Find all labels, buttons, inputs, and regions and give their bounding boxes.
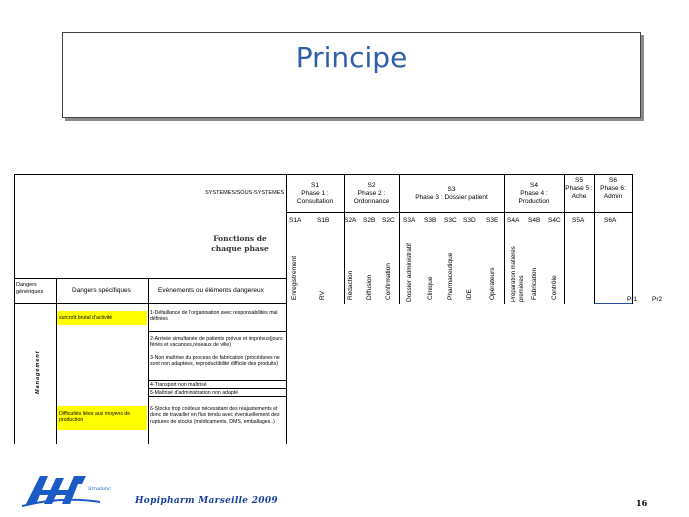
phase-s5-code: S5 bbox=[575, 177, 583, 184]
phase-s1-code: S1 bbox=[311, 182, 319, 189]
subfn-confirmation: Confirmation bbox=[385, 263, 392, 300]
risk-table bbox=[14, 174, 674, 444]
subfn-pharmaceutique: Pharmaceutique bbox=[447, 252, 454, 300]
phase-s6-label: Phase 6: Admin bbox=[600, 185, 626, 200]
event-4: 4-Transport non maîtrisé bbox=[150, 382, 207, 388]
phase-sep-1 bbox=[344, 174, 345, 304]
subcode-s3d: S3D bbox=[463, 217, 476, 224]
header-row-bottom bbox=[14, 303, 286, 304]
subcode-s1a: S1A bbox=[289, 217, 302, 224]
event-1: 1-Défaillance de l'organisation avec responsabilités mal définies bbox=[150, 310, 278, 323]
subcode-s4b: S4B bbox=[528, 217, 541, 224]
phase-s5-label: Phase 5 : Ache bbox=[565, 185, 593, 200]
phase-sep-5 bbox=[594, 174, 595, 304]
subcode-s1b: S1B bbox=[317, 217, 330, 224]
subfn-fabrication: Fabrication bbox=[531, 267, 538, 300]
title-box bbox=[62, 32, 641, 118]
subcode-s2c: S2C bbox=[382, 217, 395, 224]
functions-label: Fonctions de chaque phase bbox=[211, 234, 269, 253]
event-5: 5-Maîtrisé d'administration non adapté bbox=[150, 390, 239, 396]
event-row-1-bottom bbox=[148, 331, 286, 332]
phase-s6-code: S6 bbox=[609, 177, 617, 184]
header-bottom-left bbox=[14, 278, 286, 279]
subfn-operateurs: Opérateurs bbox=[489, 267, 496, 300]
col-dangers-specifiques: Dangers spécifiques bbox=[72, 287, 131, 294]
col-pr1: Pr1 bbox=[627, 296, 638, 303]
phase-s1-label: Phase 1 : Consultation bbox=[296, 190, 334, 205]
subcode-s3b: S3B bbox=[424, 217, 437, 224]
category-management: Management bbox=[35, 350, 41, 394]
col-sep-3 bbox=[286, 174, 287, 444]
logo-graphic bbox=[22, 466, 132, 510]
event-6: 6-Stocks trop coûteux nécessitant des réajustements et donc de travailler en flux tendu avec éventuellement des ruptures de stocks (médicaments, DMS, emballages..) bbox=[150, 406, 280, 425]
col-sep-2 bbox=[148, 278, 149, 444]
subcode-s2a: S2A bbox=[344, 217, 357, 224]
hopipharm-logo bbox=[22, 466, 132, 515]
subfn-ide: IDE bbox=[466, 289, 473, 300]
danger-1: surcroît brutal d'activité bbox=[59, 315, 113, 321]
footer-event-name: Hopipharm Marseille 2009 bbox=[135, 496, 278, 506]
systems-label: SYSTEMES/SOUS-SYSTEMES bbox=[205, 190, 284, 196]
page-number: 16 bbox=[636, 498, 648, 508]
event-3: 3-Non maîtrise du process de fabrication (procédures ne sont non adaptées, reproductibilité difficile des produits) bbox=[150, 355, 280, 368]
subfn-controle: Contrôle bbox=[551, 275, 558, 300]
subfn-clinique: Clinique bbox=[427, 276, 434, 300]
phase-sep-3 bbox=[504, 174, 505, 304]
subcode-s6a: S6A bbox=[604, 217, 617, 224]
event-row-3-bottom bbox=[148, 380, 286, 381]
subcode-s2b: S2B bbox=[363, 217, 376, 224]
table-border-left bbox=[14, 174, 15, 444]
subcode-s3c: S3C bbox=[444, 217, 457, 224]
phase-s4-code: S4 bbox=[530, 182, 538, 189]
danger-2: Difficultés liées aux moyens de production bbox=[59, 411, 131, 424]
table-border-top bbox=[14, 174, 632, 175]
col-evenements: Evénements ou éléments dangereux bbox=[158, 287, 264, 294]
subcode-s4c: S4C bbox=[548, 217, 561, 224]
subcode-s4a: S4A bbox=[507, 217, 520, 224]
slide-title: Principe bbox=[295, 41, 408, 74]
phase-row-bottom bbox=[286, 212, 632, 213]
table-border-right bbox=[632, 174, 633, 304]
subfn-rv: RV bbox=[319, 291, 326, 300]
phase-s3-code: S3 bbox=[447, 186, 456, 193]
phase-s3-label: Phase 3 : Dossier patient bbox=[415, 194, 488, 201]
event-2: 2-Arrivée simultanée de patients prévus et imprévus(jours fériés et vacances,réseaux de ville) bbox=[150, 336, 283, 349]
subfn-dossier-administratif: Dossier administratif bbox=[406, 243, 413, 302]
subfn-enregistrement: Enregistrement bbox=[291, 255, 298, 300]
subfn-diffusion: Diffusion bbox=[366, 274, 373, 300]
phase-s2-label: Phase 2 : Ordonnance bbox=[353, 190, 390, 205]
col-pr2: Pr2 bbox=[652, 296, 663, 303]
subfn-redaction: Rédaction bbox=[347, 270, 354, 300]
subcode-s3e: S3E bbox=[486, 217, 499, 224]
subfn-preparation: Préparation matières premières bbox=[511, 246, 525, 302]
subcode-s5a: S5A bbox=[572, 217, 585, 224]
subcode-s3a: S3A bbox=[403, 217, 416, 224]
col-dangers-generiques: Dangers génériques bbox=[16, 282, 44, 295]
phase-s2-code: S2 bbox=[367, 182, 376, 189]
logo-subtext: Stradanc bbox=[88, 486, 112, 492]
phase-s4-label: Phase 4 : Production bbox=[518, 190, 550, 205]
